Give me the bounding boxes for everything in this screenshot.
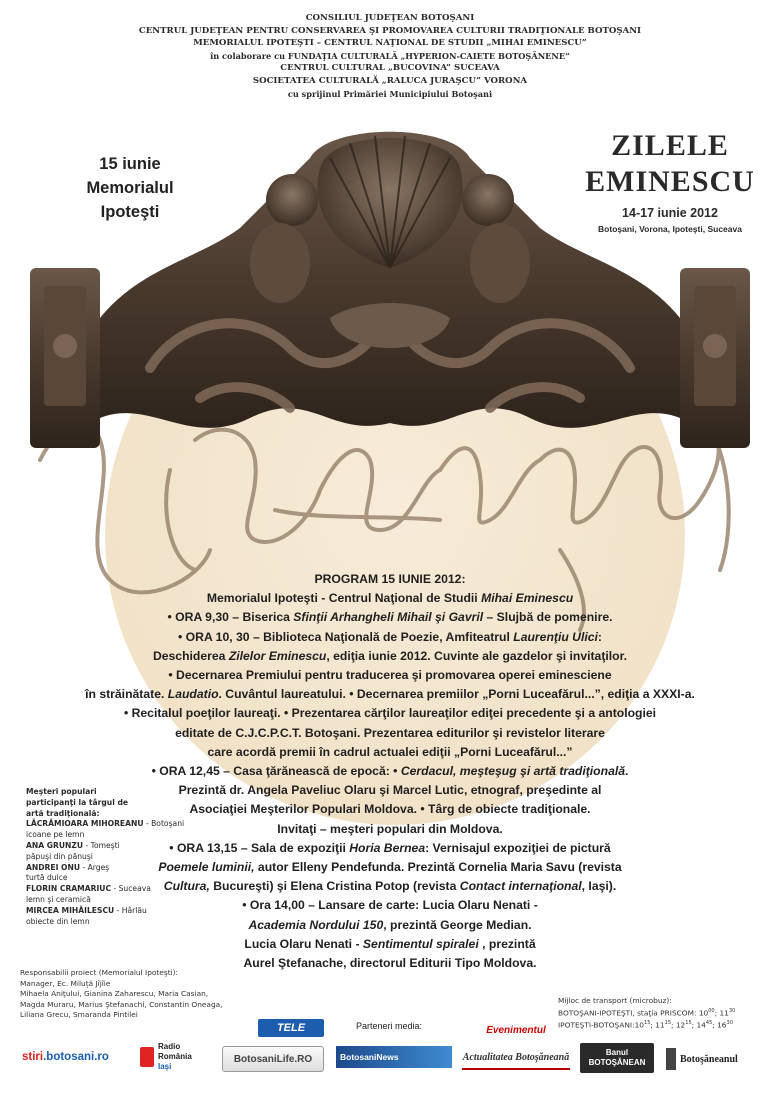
organizer-line: cu sprijinul Primăriei Municipiului Botoşani bbox=[287, 88, 493, 99]
botosaneanul-mark-icon bbox=[666, 1048, 676, 1070]
program-heading: PROGRAM 15 IUNIE 2012: bbox=[314, 572, 466, 586]
program-line: Cultura, Bucureşti) şi Elena Cristina Potop (revista Contact internaţional, Iaşi). bbox=[163, 879, 617, 894]
craftsman-craft: păpuşi din pănuşi bbox=[26, 851, 93, 861]
program-line: Poemele luminii, autor Elleny Pendefunda. Prezintă Cornelia Maria Savu (revista bbox=[158, 860, 622, 875]
evenimentul-logo: Evenimentul bbox=[486, 1024, 546, 1036]
organizer-line: în colaborare cu FUNDAŢIA CULTURALĂ „HYPERION-CAIETE BOTOŞĂNENE” bbox=[210, 50, 570, 61]
craftsman-craft: turtă dulce bbox=[26, 873, 68, 883]
transport-line-outbound: BOTOŞANI-IPOTEŞTI, staţia PRISCOM: $10^{00}$; $11^{30}$ bbox=[558, 1008, 736, 1018]
transport-info bbox=[558, 995, 773, 1031]
program-line: Deschiderea Zilelor Eminescu, ediţia iunie 2012. Cuvinte ale gazdelor şi invitaţilor. bbox=[152, 648, 628, 663]
festival-dates: 14-17 iunie 2012 bbox=[622, 206, 718, 220]
craftsman-craft: icoane pe lemn bbox=[26, 830, 85, 840]
botosaneanul-logo: Botoşăneanul bbox=[666, 1046, 762, 1072]
media-partners-label: Parteneri media: bbox=[356, 1021, 423, 1031]
program-line: • ORA 10, 30 – Biblioteca Naţională de Poezie, Amfiteatrul Laurenţiu Ulici: bbox=[178, 629, 602, 644]
program-line: Invitaţi – meşteri populari din Moldova. bbox=[277, 821, 503, 836]
event-day-title bbox=[60, 152, 200, 224]
craftsman-craft: obiecte din lemn bbox=[26, 916, 90, 926]
program-line: Prezintă dr. Angela Paveliuc Olaru şi Marcel Lutic, etnograf, preşedinte al bbox=[178, 783, 602, 798]
craftsmen-heading: Meşteri populari bbox=[26, 787, 97, 796]
event-venue-line1: Memorialul bbox=[86, 179, 174, 197]
craftsman-item: ANDREI ONU - Argeş bbox=[26, 862, 110, 872]
organizer-line: CENTRUL CULTURAL „BUCOVINA” SUCEAVA bbox=[280, 63, 500, 74]
stiri-botosani-logo: stiri .botosani.ro bbox=[22, 1051, 109, 1063]
banul-botosanean-logo: Banul BOTOŞĂNEAN bbox=[580, 1043, 654, 1073]
event-venue-line2: Ipoteşti bbox=[100, 203, 160, 221]
program-line: în străinătate. Laudatio. Cuvântul laureatului. • Decernarea premiilor „Porni Luceafărul...”, ediţia a XXXI-a. bbox=[85, 687, 695, 702]
craftsmen-heading: artă tradiţională: bbox=[26, 808, 100, 818]
program-line: • Decernarea Premiului pentru traducerea şi promovarea operei eminesciene bbox=[168, 668, 612, 683]
actualitatea-botosaneana-logo: Actualitatea Botoşăneană bbox=[462, 1046, 570, 1070]
tele-logo: TELE bbox=[258, 1019, 324, 1037]
program-line: Aurel Ştefanache, directorul Editurii Tipo Moldova. bbox=[243, 956, 537, 971]
responsibles-line: Liliana Grecu, Smaranda Pintilei bbox=[20, 1010, 138, 1020]
responsibles-line: Mihaela Aniţului, Gianina Zaharescu, Maria Casian, bbox=[20, 989, 209, 999]
organizer-line: CENTRUL JUDEŢEAN PENTRU CONSERVAREA ŞI PROMOVAREA CULTURII TRADIŢIONALE BOTOŞANI bbox=[138, 25, 642, 36]
organizers-header bbox=[110, 12, 670, 100]
program-line: care acordă premii în cadrul actualei ediţii „Porni Luceafărul...” bbox=[207, 744, 573, 759]
craftsman-item: LĂCRĂMIOARA MIHOREANU - Botoşani bbox=[26, 819, 185, 829]
transport-line-return: IPOTEŞTI-$BOTOŞANI:10^{15}$; $11^{15}$; $12^{15}$; $14^{45}$; $16^{30}$ bbox=[558, 1020, 733, 1030]
program-line: Academia Nordului 150, prezintă George Median. bbox=[248, 917, 532, 932]
program-line: • ORA 9,30 – Biserica Sfinţii Arhangheli Mihail şi Gavril – Slujbă de pomenire. bbox=[167, 610, 613, 625]
responsibles-line: Magda Muraru, Marius Ştefanachi, Constantin Oneaga, bbox=[20, 999, 223, 1009]
festival-title-line2: EMINESCU bbox=[585, 165, 755, 198]
program-line: • ORA 12,45 – Casa ţărănească de epocă: • Cerdacul, meşteşug şi artă tradiţională. bbox=[151, 764, 629, 779]
program-line: editate de C.J.C.P.C.T. Botoşani. Prezentarea editurilor şi revistelor literare bbox=[175, 725, 605, 740]
organizer-line: MEMORIALUL IPOTEŞTI – CENTRUL NAŢIONAL DE STUDII „MIHAI EMINESCU” bbox=[193, 38, 587, 49]
organizer-line: CONSILIUL JUDEŢEAN BOTOŞANI bbox=[305, 13, 475, 23]
festival-title-block bbox=[580, 128, 760, 234]
botosanilife-logo: BotosaniLife.RO bbox=[222, 1046, 324, 1072]
project-responsibles bbox=[20, 968, 350, 1021]
craftsman-item: FLORIN CRAMARIUC - Suceava bbox=[26, 884, 151, 894]
program-line: Memorialul Ipoteşti - Centrul Naţional de Studii Mihai Eminescu bbox=[206, 591, 574, 606]
responsibles-line: Responsabilii proiect (Memorialul Ipoteşti): bbox=[20, 968, 179, 977]
botosaninews-logo: BotosaniNews bbox=[336, 1046, 452, 1068]
festival-places: Botoşani, Vorona, Ipoteşti, Suceava bbox=[598, 224, 742, 234]
craftsman-item: ANA GRUNZU - Tomeşti bbox=[26, 840, 120, 850]
craftsman-craft: lemn şi ceramică bbox=[26, 894, 91, 904]
radio-romania-iasi-logo: Radio România Iaşi bbox=[140, 1040, 220, 1074]
program-line: • Ora 14,00 – Lansare de carte: Lucia Olaru Nenati - bbox=[242, 898, 538, 913]
responsibles-line: Manager, Ec. Miluţă Jîjîie bbox=[20, 978, 111, 988]
craftsmen-list bbox=[26, 787, 226, 927]
craftsman-item: MIRCEA MIHĂILESCU - Hârlău bbox=[26, 905, 147, 915]
program-line: Lucia Olaru Nenati - Sentimentul spiralei , prezintă bbox=[244, 936, 536, 951]
program-line: • Recitalul poeţilor laureaţi. • Prezentarea cărţilor laureaţilor ediţei precedente şi a antologiei bbox=[123, 706, 657, 721]
program-line: • ORA 13,15 – Sala de expoziţii Horia Bernea: Vernisajul expoziţiei de pictură bbox=[169, 840, 611, 855]
program-line: Asociaţiei Meşterilor Populari Moldova. • Târg de obiecte tradiţionale. bbox=[189, 802, 591, 817]
transport-heading: Mijloc de transport (microbuz): bbox=[558, 996, 672, 1005]
radio-mark-icon bbox=[140, 1047, 154, 1067]
craftsmen-heading: participanţi la târgul de bbox=[26, 797, 129, 807]
festival-title-line1: ZILELE bbox=[611, 129, 729, 162]
organizer-line: SOCIETATEA CULTURALĂ „RALUCA JURAŞCU” VORONA bbox=[252, 75, 528, 86]
event-day-date: 15 iunie bbox=[99, 155, 161, 173]
